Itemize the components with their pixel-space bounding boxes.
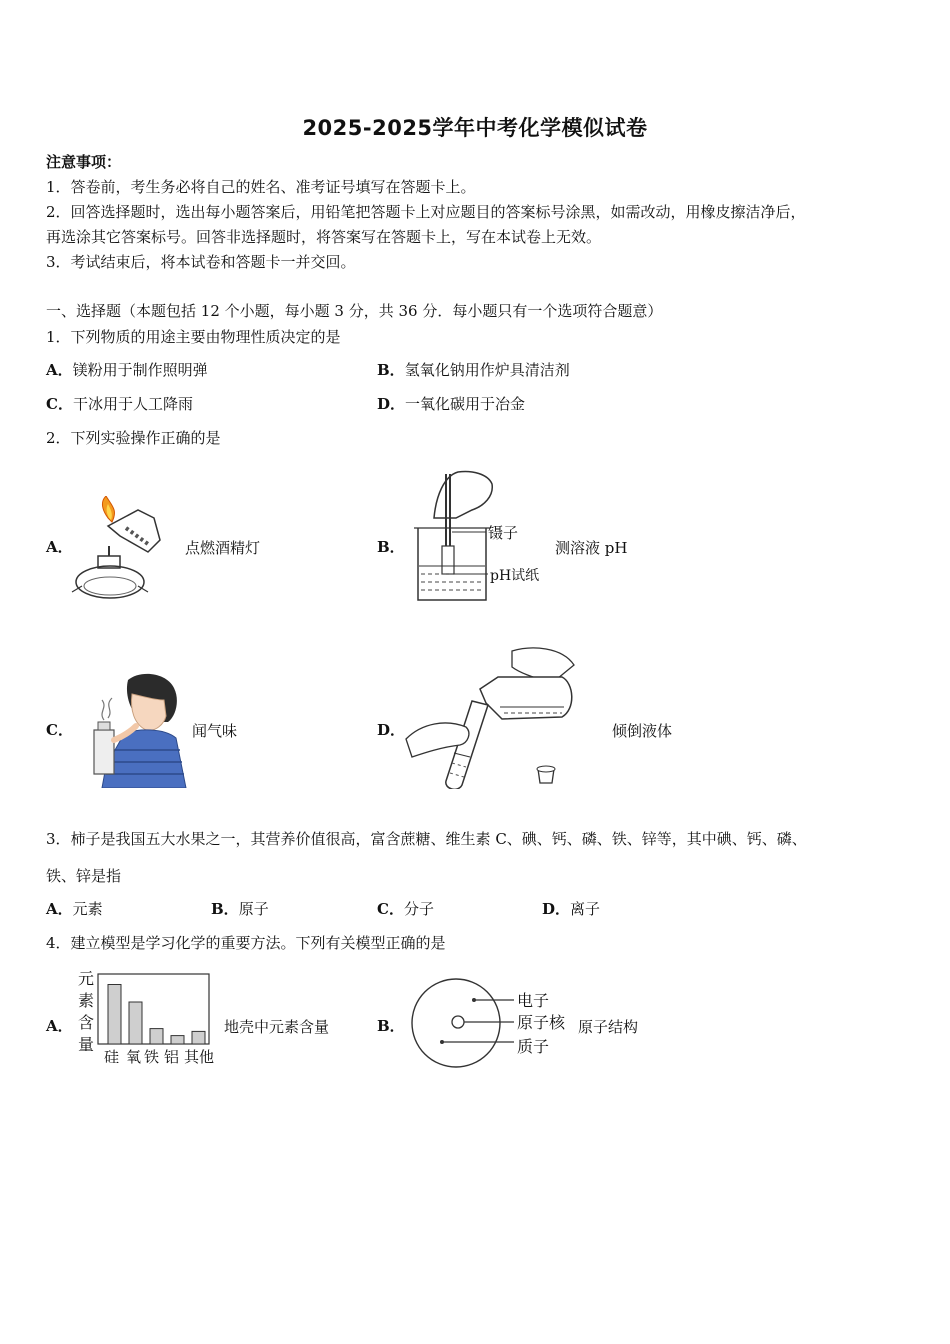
- q3-option-b: [211, 899, 269, 919]
- q3-stem: 3．柿子是我国五大水果之一，其营养价值很高，富含蔗糖、维生素 C、碘、钙、磷、铁、锌等，其中碘、钙、磷、: [46, 830, 807, 848]
- notice-item: 1．答卷前，考生务必将自己的姓名、准考证号填写在答题卡上。: [46, 178, 476, 196]
- notice-heading: 注意事项：: [46, 153, 122, 171]
- proton-label: 质子: [517, 1037, 550, 1056]
- y-axis-label-char: 量: [78, 1035, 95, 1054]
- q4-letter-a: A．: [46, 1017, 73, 1035]
- q2-letter-c: C．: [46, 721, 73, 739]
- bar-3: [171, 1036, 184, 1044]
- y-axis-label-char: 元: [78, 969, 95, 988]
- q2-letter-d: D．: [377, 721, 406, 739]
- tweezers-label: 镊子: [488, 524, 519, 542]
- smell-odor-boy-icon: [84, 670, 188, 788]
- q2-option-c-label: 闻气味: [192, 722, 238, 740]
- q1-option-a: [46, 360, 208, 380]
- option-text: 离子: [570, 900, 601, 918]
- option-letter: C．: [46, 395, 73, 413]
- option-letter: C．: [377, 900, 404, 918]
- bar-4: [192, 1031, 205, 1044]
- q4-stem: 4．建立模型是学习化学的重要方法。下列有关模型正确的是: [46, 934, 446, 952]
- option-text: 镁粉用于制作照明弹: [72, 361, 208, 379]
- electron-label: 电子: [517, 991, 550, 1010]
- ph-test-beaker-icon: [412, 466, 552, 606]
- option-letter: D．: [542, 900, 571, 918]
- section-heading: 一、选择题（本题包括 12 个小题，每小题 3 分，共 36 分．每小题只有一个选项符合题意）: [46, 302, 663, 320]
- atom-structure-diagram: [410, 976, 580, 1070]
- page-title: 2025-2025学年中考化学模似试卷: [302, 116, 648, 140]
- pour-liquid-icon: [402, 643, 582, 789]
- y-axis-label-char: 含: [78, 1013, 95, 1032]
- option-text: 分子: [403, 900, 434, 918]
- q1-option-d: [377, 394, 525, 414]
- q2-letter-a: A．: [46, 538, 73, 556]
- crust-element-bar-chart: [72, 964, 222, 1070]
- x-axis-label: 铝: [164, 1048, 180, 1066]
- q3-option-a: [46, 899, 103, 919]
- notice-item: 2．回答选择题时，选出每小题答案后，用铅笔把答题卡上对应题目的答案标号涂黑，如需改动，用橡皮擦洁净后，: [46, 203, 806, 221]
- q2-option-b-label: 测溶液 pH: [555, 539, 628, 557]
- alcohol-lamp-lighting-icon: [68, 496, 168, 608]
- option-letter: D．: [377, 395, 406, 413]
- option-letter: B．: [377, 361, 405, 379]
- option-text: 氢氧化钠用作炉具清洁剂: [404, 361, 570, 379]
- ph-paper-label: pH试纸: [490, 568, 540, 584]
- x-axis-label: 硅: [104, 1048, 120, 1066]
- q2-option-a-label: 点燃酒精灯: [185, 539, 261, 557]
- nucleus-label: 原子核: [517, 1013, 566, 1032]
- option-text: 一氧化碳用于冶金: [405, 395, 526, 413]
- q3-option-c: [377, 899, 434, 919]
- option-text: 原子: [238, 900, 269, 918]
- option-letter: B．: [211, 900, 239, 918]
- x-axis-label: 氧: [126, 1048, 142, 1066]
- notice-item: 再选涂其它答案标号。回答非选择题时，将答案写在答题卡上，写在本试卷上无效。: [46, 228, 602, 246]
- bar-0: [108, 985, 121, 1045]
- q1-option-c: [46, 394, 193, 414]
- q4-option-a-label: 地壳中元素含量: [224, 1018, 330, 1036]
- q1-option-b: [377, 360, 570, 380]
- q3-option-d: [542, 899, 600, 919]
- nucleus-circle: [452, 1016, 464, 1028]
- x-axis-label: 铁: [144, 1048, 160, 1066]
- y-axis-label-char: 素: [78, 991, 95, 1010]
- q4-option-b-label: 原子结构: [578, 1018, 639, 1036]
- q3-stem-cont: 铁、锌是指: [46, 867, 122, 885]
- option-text: 干冰用于人工降雨: [72, 395, 193, 413]
- q2-option-d-label: 倾倒液体: [612, 722, 673, 740]
- q2-letter-b: B．: [377, 538, 405, 556]
- option-letter: A．: [46, 361, 73, 379]
- notice-item: 3．考试结束后，将本试卷和答题卡一并交回。: [46, 253, 356, 271]
- bar-2: [150, 1029, 163, 1044]
- option-letter: A．: [46, 900, 73, 918]
- q4-letter-b: B．: [377, 1017, 405, 1035]
- x-axis-label: 其他: [184, 1048, 215, 1066]
- option-text: 元素: [72, 900, 103, 918]
- q1-stem: 1．下列物质的用途主要由物理性质决定的是: [46, 328, 341, 346]
- bar-1: [129, 1002, 142, 1044]
- atom-outer-circle: [412, 979, 500, 1067]
- q2-stem: 2．下列实验操作正确的是: [46, 429, 221, 447]
